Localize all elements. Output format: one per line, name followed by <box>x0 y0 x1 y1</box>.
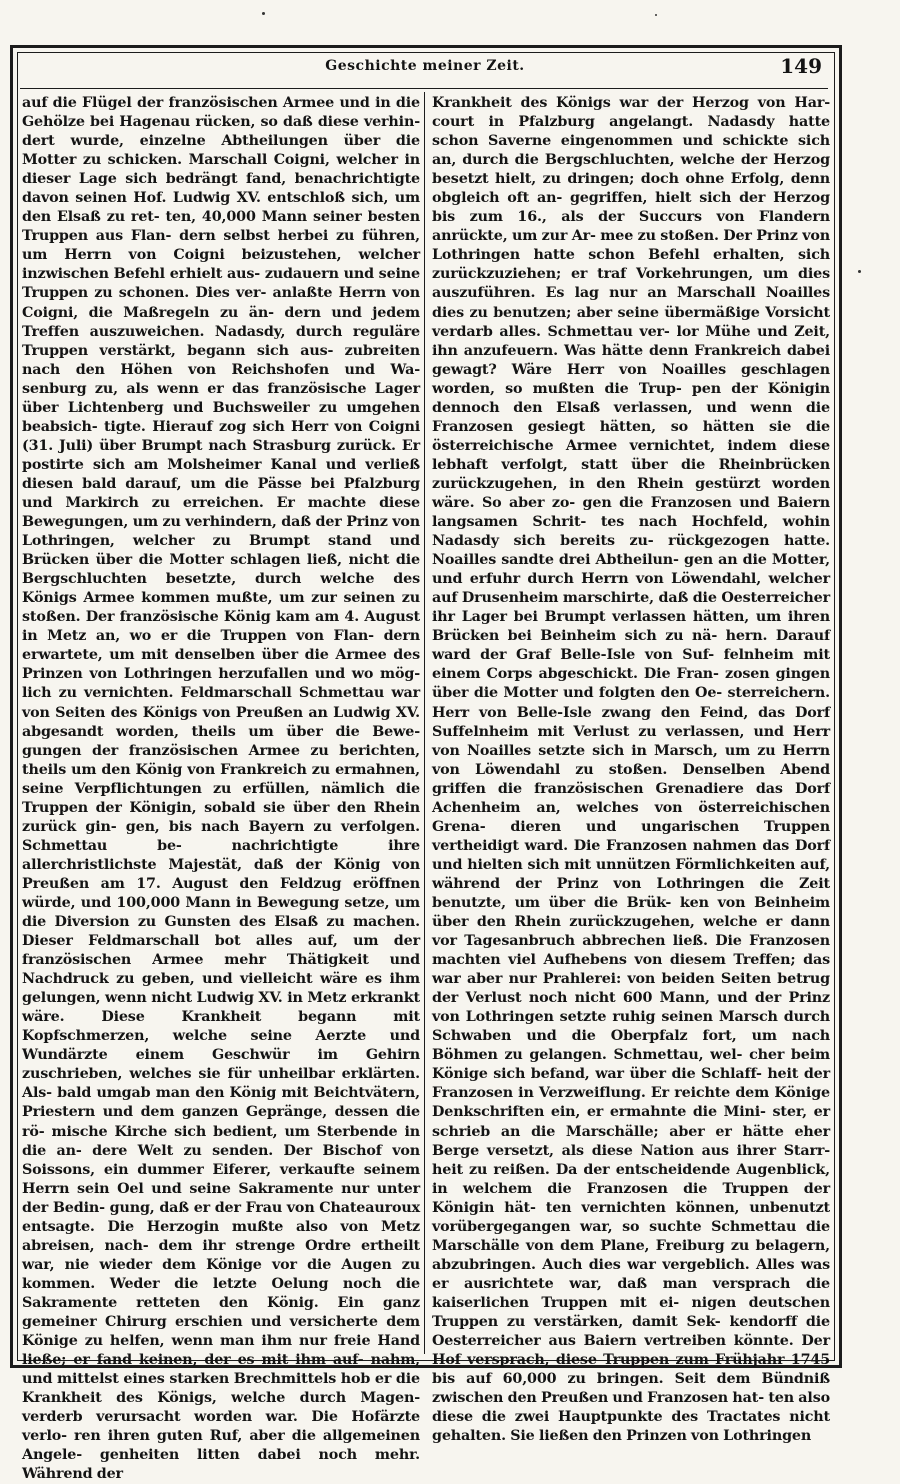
right-column-text: Krankheit des Königs war der Herzog von Har- court in Pfalzburg angelangt. Nadasdy hatte schon Saverne eingenommen und schickte sich an, durch die Bergschluchten, welche der Herzog besetzt hielt, zu dringen; doch ohne Erfolg, denn obgleich oft an- gegriffen, hielt sich der Herzog bis zum 16., als der Succurs von Flandern anrückte, um zur Ar- mee zu stoßen. Der Prinz von Lothringen hatte schon Befehl erhalten, sich zurückzuziehen; er traf Vorkehrungen, um dies auszuführen. Es lag nur an Marschall Noailles dies zu benutzen; aber seine übermäßige Vorsicht verdarb alles. Schmettau ver- lor Mühe und Zeit, ihn anzufeuern. Was hätte denn Frankreich dabei gewagt? Wäre Herr von Noailles geschlagen worden, so mußten die Trup- pen der Königin dennoch den Elsaß verlassen, und wenn die Franzosen gesiegt hätten, so hätten sie die österreichische Armee vernichtet, indem diese lebhaft verfolgt, statt über die Rheinbrücken zurückzugehen, in den Rhein gestürzt worden wäre. So aber zo- gen die Franzosen und Baiern langsamen Schrit- tes nach Hochfeld, wohin Nadasdy sich bereits zu- rückgezogen hatte. Noailles sandte drei Abtheilun- gen an die Motter, und erfuhr durch Herrn von Löwendahl, welcher auf Drusenheim marschirte, daß die Oesterreicher ihr Lager bei Brumpt verlassen hätten, um ihren Brücken bei Beinheim sich zu nä- hern. Darauf ward der Graf Belle-Isle von Suf- felnheim mit einem Corps abgeschickt. Die Fran- zosen gingen über die Motter und folgten den Oe- sterreichern. Herr von Belle-Isle zwang den Feind, das Dorf Suffelnheim mit Verlust zu verlassen, und Herr von Noailles setzte sich in Marsch, um zu Herrn von Löwendahl zu stoßen. Denselben Abend griffen die französischen Grenadiere das Dorf Achenheim an, welches von österreichischen Grena- dieren und ungarischen Truppen vertheidigt ward. Die Franzosen nahmen das Dorf und hielten sich mit unnützen Förmlichkeiten auf, während der Prinz von Lothringen die Zeit benutzte, um über die Brük- ken von Beinheim über den Rhein zurückzugehen, welche er dann vor Tagesanbruch abbrechen ließ. Die Franzosen machten viel Aufhebens von diesem Treffen; das war aber nur Prahlerei: von beiden Seiten betrug der Verlust noch nicht 600 Mann, und der Prinz von Lothringen setzte ruhig seinen Marsch durch Schwaben und die Oberpfalz fort, um nach Böhmen zu gelangen. Schmettau, wel- cher beim Könige sich befand, war über die Schlaff- heit der Franzosen in Verzweiflung. Er reichte dem Könige Denkschriften ein, er ermahnte die Mini- ster, er schrieb an die Marschälle; aber er hätte eher Berge versetzt, als diese Nation aus ihrer Starr- heit zu reißen. Da der entscheidende Augenblick, in welchem die Franzosen die Truppen der Königin hät- ten vernichten können, unbenutzt vorübergegangen war, so suchte Schmettau die Marschälle von dem Plane, Freiburg zu belagern, abzubringen. Auch dies war vergeblich. Alles was er ausrichtete war, daß man versprach die kaiserlichen Truppen mit ei- nigen deutschen Truppen zu verstärken, damit Sek- kendorff die Oesterreicher aus Baiern vertreiben könnte. Der Hof versprach, diese Truppen zum Frühjahr 1745 bis auf 60,000 zu bringen. Seit dem Bündniß zwischen den Preußen und Franzosen hat- ten also diese die zwei Hauptpunkte des Tractates nicht gehalten. Sie ließen den Prinzen von Lothringen <box>432 95 830 1445</box>
page-number: 149 <box>780 54 822 78</box>
left-column-text: auf die Flügel der französischen Armee und in die Gehölze bei Hagenau rücken, so daß diese verhin- dert wurde, einzelne Abtheilungen über die Motter zu schicken. Marschall Coigni, welcher in dieser Lage sich bedrängt fand, benachrichtigte davon seinen Hof. Ludwig XV. entschloß sich, um den Elsaß zu ret- ten, 40,000 Mann seiner besten Truppen aus Flan- dern selbst herbei zu führen, um Herrn von Coigni beizustehen, welcher inzwischen Befehl erhielt aus- zudauern und seine Truppen zu schonen. Dies ver- anlaßte Herrn von Coigni, die Maßregeln zu än- dern und jedem Treffen auszuweichen. Nadasdy, durch reguläre Truppen verstärkt, begann sich aus- zubreiten nach den Höhen von Reichshofen und Wa- senburg zu, als wenn er das französische Lager über Lichtenberg und Buchsweiler zu umgehen beabsich- tigte. Hierauf zog sich Herr von Coigni (31. Juli) über Brumpt nach Strasburg zurück. Er postirte sich am Molsheimer Kanal und verließ diesen bald darauf, um die Pässe bei Pfalzburg und Markirch zu erreichen. Er machte diese Bewegungen, um zu verhindern, daß der Prinz von Lothringen, welcher zu Brumpt stand und Brücken über die Motter schlagen ließ, nicht die Bergschluchten besetzte, durch welche des Königs Armee kommen mußte, um zur seinen zu stoßen. Der französische König kam am 4. August in Metz an, wo er die Truppen von Flan- dern erwartete, um mit denselben über die Armee des Prinzen von Lothringen herzufallen und wo mög- lich zu vernichten. Feldmarschall Schmettau war von Seiten des Königs von Preußen an Ludwig XV. abgesandt worden, theils um über die Bewe- gungen der französischen Armee zu berichten, theils um den König von Frankreich zu ermahnen, seine Verpflichtungen zu erfüllen, nämlich die Truppen der Königin, sobald sie über den Rhein zurück gin- gen, bis nach Bayern zu verfolgen. Schmettau be- nachrichtigte ihre allerchristlichste Majestät, daß der König von Preußen am 17. August den Feldzug eröffnen würde, und 100,000 Mann in Bewegung setze, um die Diversion zu Gunsten des Elsaß zu machen. Dieser Feldmarschall bot alles auf, um der französischen Armee mehr Thätigkeit und Nachdruck zu geben, und vielleicht wäre es ihm gelungen, wenn nicht Ludwig XV. in Metz erkrankt wäre. Diese Krankheit begann mit Kopfschmerzen, welche seine Aerzte und Wundärzte einem Geschwür im Gehirn zuschrieben, welches sie für unheilbar erklärten. Als- bald umgab man den König mit Beichtvätern, Priestern und dem ganzen Gepränge, dessen die rö- mische Kirche sich bedient, um Sterbende in die an- dere Welt zu senden. Der Bischof von Soissons, ein dummer Eiferer, verkaufte seinem Herrn sein Oel und seine Sakramente nur unter der Bedin- gung, daß er der Frau von Chateauroux entsagte. Die Herzogin mußte also von Metz abreisen, nach- dem ihr strenge Ordre ertheilt war, nie wieder dem Könige vor die Augen zu kommen. Weder die letzte Oelung noch die Sakramente retteten den König. Ein ganz gemeiner Chirurg erschien und versicherte dem Könige zu helfen, wenn man ihm nur freie Hand ließe; er fand keinen, der es mit ihm auf- nahm, und mittelst eines starken Brechmittels hob er die Krankheit des Königs, welche durch Magen- verderb verursacht worden war. Die Hofärzte verlo- ren ihren guten Ruf, aber die allgemeinen Angele- genheiten litten dabei noch mehr. Während der <box>22 95 420 1483</box>
page-header <box>20 50 830 86</box>
right-column <box>432 94 830 1445</box>
running-title: Geschichte meiner Zeit. <box>325 58 525 74</box>
header-rule <box>20 88 828 89</box>
column-divider <box>424 92 425 1354</box>
left-column <box>22 94 420 1483</box>
